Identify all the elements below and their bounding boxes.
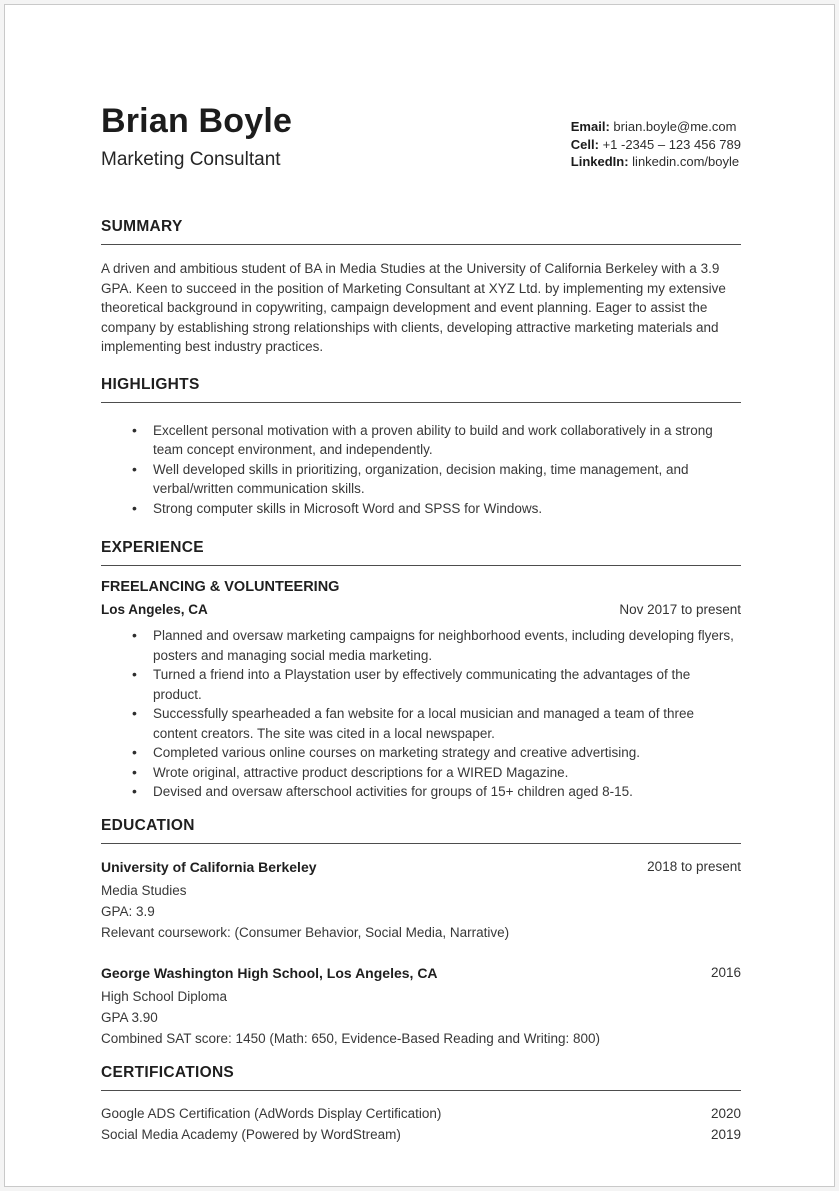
experience-bullet: • Wrote original, attractive product descriptions for a WIRED Magazine. <box>101 763 741 783</box>
certification-row <box>101 1124 741 1146</box>
certifications-heading: CERTIFICATIONS <box>101 1063 741 1091</box>
education-detail-line: Media Studies <box>101 882 187 898</box>
highlights-list <box>101 421 741 519</box>
certifications-list <box>101 1103 741 1146</box>
contact-linkedin-value: linkedin.com/boyle <box>632 154 740 169</box>
contact-cell-label: Cell: <box>570 136 599 152</box>
education-details <box>101 880 741 943</box>
resume-page <box>4 4 835 1187</box>
education-details <box>101 986 741 1049</box>
education-dates: 2016 <box>710 964 741 980</box>
experience-heading: EXPERIENCE <box>101 538 741 566</box>
section-highlights <box>101 375 741 519</box>
experience-bullet: • Planned and oversaw marketing campaigns for neighborhood events, including developing flyers, posters and managing social media marketing. <box>101 626 741 665</box>
identity-block <box>101 101 292 173</box>
education-school: University of California Berkeley <box>101 858 317 875</box>
header <box>101 101 741 173</box>
contact-email <box>571 118 741 136</box>
section-education <box>101 816 741 1049</box>
education-entry-head <box>101 963 741 983</box>
section-certifications <box>101 1063 741 1146</box>
person-name: Brian Boyle <box>101 102 293 140</box>
certification-year: 2020 <box>710 1105 741 1121</box>
experience-entry-meta <box>101 600 741 619</box>
summary-text: A driven and ambitious student of BA in Media Studies at the University of California Berkeley with a 3.9 GPA. Keen to succeed in the position of Marketing Consultant at XYZ Ltd. by implementing my extensive theoretical background in copywriting, campaign development and event planning. Eager to assist the company by establishing strong relationships with clients, developing attractive marketing materials and implementing best industry practices. <box>101 261 726 354</box>
highlights-heading: HIGHLIGHTS <box>101 375 741 403</box>
education-detail-line: Relevant coursework: (Consumer Behavior, Social Media, Narrative) <box>101 924 510 940</box>
education-detail-line: GPA 3.90 <box>101 1009 158 1025</box>
education-detail-line: GPA: 3.9 <box>101 903 155 919</box>
experience-bullet: • Completed various online courses on marketing strategy and creative advertising. <box>101 743 741 763</box>
contact-email-label: Email: <box>570 119 610 134</box>
education-detail-line: Combined SAT score: 1450 (Math: 650, Evidence-Based Reading and Writing: 800) <box>101 1030 601 1046</box>
certification-year: 2019 <box>710 1127 741 1142</box>
education-entry-head <box>101 857 741 877</box>
highlight-item: • Excellent personal motivation with a proven ability to build and work collaboratively in a strong team concept environment, and independently. <box>101 421 741 460</box>
education-entry <box>101 857 741 943</box>
resume-content <box>101 5 741 1146</box>
education-school: George Washington High School, Los Angeles, CA <box>101 964 438 981</box>
section-summary <box>101 217 741 357</box>
education-entry <box>101 963 741 1049</box>
education-heading: EDUCATION <box>101 816 741 844</box>
summary-heading: SUMMARY <box>101 217 741 245</box>
contact-linkedin <box>571 153 741 171</box>
experience-bullet-list <box>101 626 741 802</box>
education-dates: 2018 to present <box>647 858 741 874</box>
contact-email-value: brian.boyle@me.com <box>613 119 737 134</box>
experience-bullet: • Successfully spearheaded a fan website for a local musician and managed a team of three content creators. The site was cited in a local newspaper. <box>101 704 741 743</box>
contact-block <box>571 118 741 171</box>
contact-cell-value: +1 -2345 – 123 456 789 <box>602 136 741 152</box>
highlight-item: • Strong computer skills in Microsoft Word and SPSS for Windows. <box>101 499 741 519</box>
section-experience <box>101 538 741 802</box>
person-job-title: Marketing Consultant <box>101 149 281 170</box>
certification-name: Social Media Academy (Powered by WordStream) <box>101 1127 401 1142</box>
contact-cell <box>571 136 741 154</box>
highlight-item: • Well developed skills in prioritizing, organization, decision making, time management, and verbal/written communication skills. <box>101 460 741 499</box>
experience-dates: Nov 2017 to present <box>619 602 741 617</box>
experience-bullet: • Turned a friend into a Playstation user by effectively communicating the advantages of the product. <box>101 665 741 704</box>
certification-name: Google ADS Certification (AdWords Display Certification) <box>101 1105 442 1121</box>
education-detail-line: High School Diploma <box>101 988 228 1004</box>
experience-entry-title: FREELANCING & VOLUNTEERING <box>101 579 340 595</box>
contact-linkedin-label: LinkedIn: <box>570 154 629 169</box>
certification-row <box>101 1103 741 1125</box>
experience-location: Los Angeles, CA <box>101 602 208 617</box>
experience-bullet: • Devised and oversaw afterschool activities for groups of 15+ children aged 8-15. <box>101 782 741 802</box>
